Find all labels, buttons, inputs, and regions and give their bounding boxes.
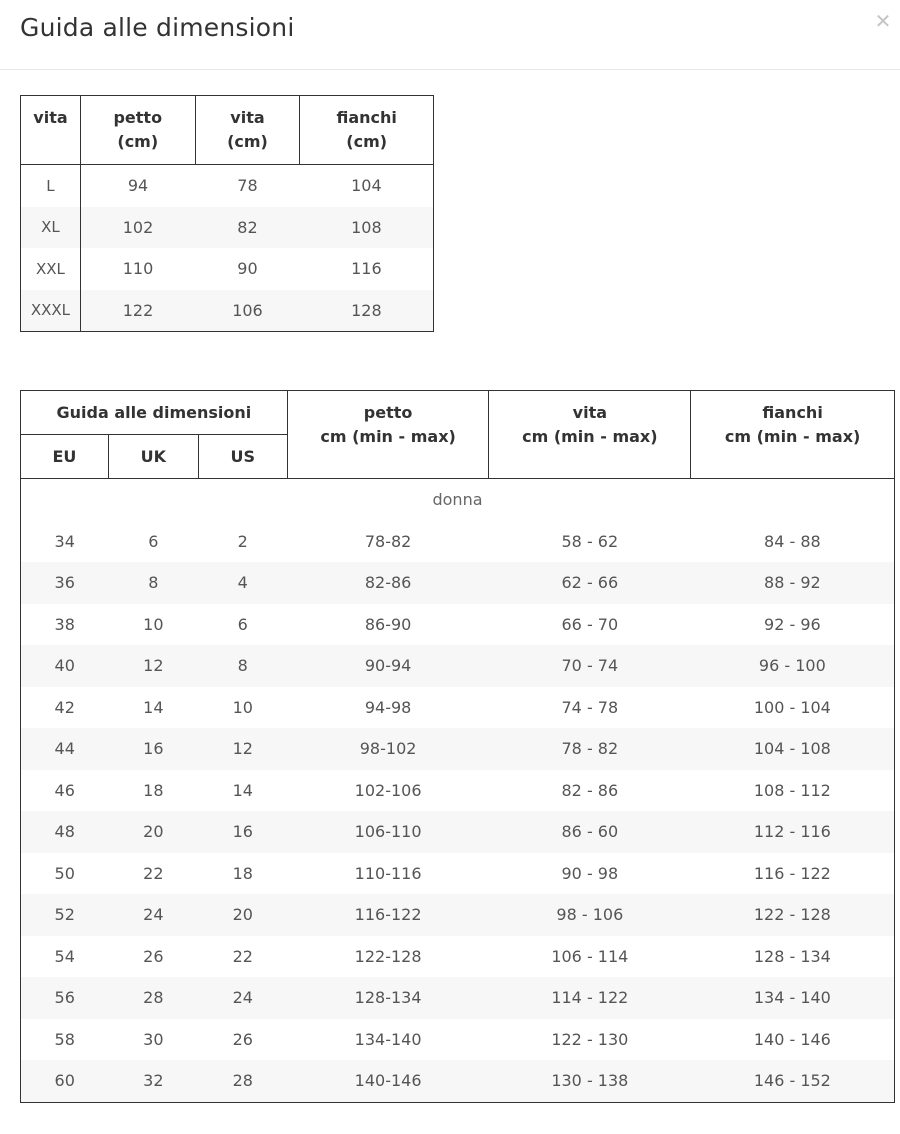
column-header-fianchi: fianchi cm (min - max): [691, 391, 895, 479]
table-cell: 70 - 74: [489, 645, 691, 687]
table-row: [21, 165, 434, 207]
table-cell: 28: [108, 977, 198, 1019]
table-cell: 146 - 152: [691, 1060, 895, 1102]
table-cell: 50: [54, 863, 75, 883]
table-cell: 106-110: [287, 811, 489, 853]
table-cell: 16: [198, 811, 287, 853]
table-cell: 106 - 114: [551, 946, 629, 966]
table-cell: 122 - 130: [551, 1029, 629, 1049]
table-cell: 48: [21, 811, 109, 853]
table-body: [21, 479, 895, 1103]
table-cell: 20: [198, 894, 287, 936]
table-cell: 112 - 116: [691, 811, 895, 853]
table-cell: 6: [237, 614, 248, 634]
table-row: [21, 521, 895, 563]
table-cell: L: [21, 165, 81, 207]
column-header-eu: EU: [21, 435, 109, 479]
table-cell: 38: [54, 614, 75, 634]
modal-header: [0, 0, 900, 70]
table-cell: 122 - 128: [691, 894, 895, 936]
table-cell: 46: [54, 780, 75, 800]
table-cell: 58: [54, 1029, 75, 1049]
table-cell: 96 - 100: [691, 645, 895, 687]
table-cell: 108 - 112: [753, 780, 831, 800]
table-cell: 116 - 122: [753, 863, 831, 883]
table-cell: 10: [232, 697, 253, 717]
table-cell: 86-90: [364, 614, 412, 634]
table-cell: 106: [195, 290, 300, 332]
table-cell: 28: [198, 1060, 287, 1102]
table-cell: 24: [198, 977, 287, 1019]
table-cell: 8: [108, 562, 198, 604]
table-row: [21, 687, 895, 729]
table-cell: 134 - 140: [691, 977, 895, 1019]
column-header: vita (cm): [195, 96, 300, 165]
size-table-conversion: [20, 390, 895, 1103]
table-cell: XXL: [21, 248, 81, 290]
table-cell: 78 - 82: [489, 728, 691, 770]
table-cell: 92 - 96: [764, 614, 821, 634]
table-cell: 90-94: [287, 645, 489, 687]
table-cell: 82: [195, 207, 300, 249]
table-cell: 94: [127, 176, 149, 196]
table-cell: 108: [300, 207, 434, 249]
table-row: [21, 728, 895, 770]
table-cell: 10: [143, 614, 164, 634]
table-cell: 74 - 78: [561, 697, 619, 717]
table-cell: 36: [21, 562, 109, 604]
table-cell: 78-82: [364, 531, 412, 551]
table-cell: 24: [108, 894, 198, 936]
table-row: [21, 770, 895, 812]
table-cell: 116-122: [287, 894, 489, 936]
table-cell: 114 - 122: [489, 977, 691, 1019]
table-cell: 32: [108, 1060, 198, 1102]
table-cell: 40: [21, 645, 109, 687]
table-row: [21, 936, 895, 978]
table-cell: 42: [54, 697, 75, 717]
table-row: [21, 853, 895, 895]
table-cell: 22: [143, 863, 164, 883]
table-cell: 78: [237, 176, 258, 196]
table-cell: 26: [232, 1029, 253, 1049]
column-header-vita: vita cm (min - max): [489, 391, 691, 479]
table-header-row: [21, 391, 895, 435]
table-cell: 140 - 146: [753, 1029, 831, 1049]
table-cell: 128 - 134: [753, 946, 831, 966]
table-cell: 52: [21, 894, 109, 936]
table-row: [21, 645, 895, 687]
table-cell: 30: [143, 1029, 164, 1049]
table-cell: XL: [21, 207, 81, 249]
table-cell: 128-134: [287, 977, 489, 1019]
table-row: [21, 604, 895, 646]
table-cell: 12: [198, 728, 287, 770]
section-row: [21, 479, 895, 521]
table-row: [21, 977, 895, 1019]
table-cell: 90: [237, 259, 258, 279]
table-row: [21, 811, 895, 853]
table-cell: 130 - 138: [489, 1060, 691, 1102]
table-cell: 110: [122, 259, 154, 279]
table-cell: 18: [143, 780, 164, 800]
table-cell: 34: [54, 531, 75, 551]
table-cell: 128: [300, 290, 434, 332]
table-cell: 56: [21, 977, 109, 1019]
table-cell: 26: [143, 946, 164, 966]
table-cell: 82 - 86: [561, 780, 619, 800]
table-row: [21, 1019, 895, 1061]
table-cell: 100 - 104: [753, 697, 831, 717]
table-cell: 102-106: [354, 780, 422, 800]
column-header-petto: petto cm (min - max): [287, 391, 489, 479]
table-row: [21, 290, 434, 332]
table-cell: 16: [108, 728, 198, 770]
table-row: [21, 207, 434, 249]
table-cell: 54: [54, 946, 75, 966]
table-cell: 102: [80, 207, 195, 249]
column-header-uk: UK: [108, 435, 198, 479]
table-row: [21, 248, 434, 290]
close-icon[interactable]: ✕: [874, 9, 892, 33]
table-cell: 12: [108, 645, 198, 687]
table-cell: 140-146: [287, 1060, 489, 1102]
table-cell: 98 - 106: [489, 894, 691, 936]
table-cell: 88 - 92: [691, 562, 895, 604]
table-cell: 90 - 98: [561, 863, 619, 883]
table-cell: 86 - 60: [489, 811, 691, 853]
table-cell: 116: [351, 259, 382, 279]
table-cell: 6: [148, 531, 159, 551]
table-cell: 110-116: [354, 863, 422, 883]
table-cell: 20: [108, 811, 198, 853]
table-body: [21, 165, 434, 332]
table-cell: 134-140: [354, 1029, 422, 1049]
table-row: [21, 894, 895, 936]
modal-title: Guida alle dimensioni: [20, 13, 295, 42]
table-cell: 94-98: [364, 697, 412, 717]
table-cell: 22: [232, 946, 253, 966]
table-cell: 104: [351, 176, 382, 196]
table-cell: 66 - 70: [561, 614, 619, 634]
table-cell: 122-128: [354, 946, 422, 966]
table-cell: XXXL: [21, 290, 81, 332]
table-header-row: [21, 96, 434, 165]
table-row: [21, 1060, 895, 1102]
group-header: Guida alle dimensioni: [21, 391, 288, 435]
size-table-simple: [20, 95, 434, 332]
table-cell: 60: [21, 1060, 109, 1102]
table-cell: 14: [232, 780, 253, 800]
table-cell: 18: [232, 863, 253, 883]
table-row: [21, 562, 895, 604]
table-cell: 2: [237, 531, 248, 551]
table-cell: 98-102: [287, 728, 489, 770]
table-cell: 104 - 108: [691, 728, 895, 770]
column-header: fianchi (cm): [300, 96, 434, 165]
section-label: donna: [21, 479, 895, 521]
table-cell: 84 - 88: [764, 531, 821, 551]
table-cell: 14: [143, 697, 164, 717]
column-header: petto (cm): [80, 96, 195, 165]
table-cell: 62 - 66: [489, 562, 691, 604]
table-cell: 4: [198, 562, 287, 604]
table-cell: 8: [198, 645, 287, 687]
table-cell: 58 - 62: [561, 531, 619, 551]
table-cell: 44: [21, 728, 109, 770]
table-cell: 122: [80, 290, 195, 332]
table-cell: 82-86: [287, 562, 489, 604]
column-header-us: US: [198, 435, 287, 479]
column-header: vita: [21, 96, 81, 165]
